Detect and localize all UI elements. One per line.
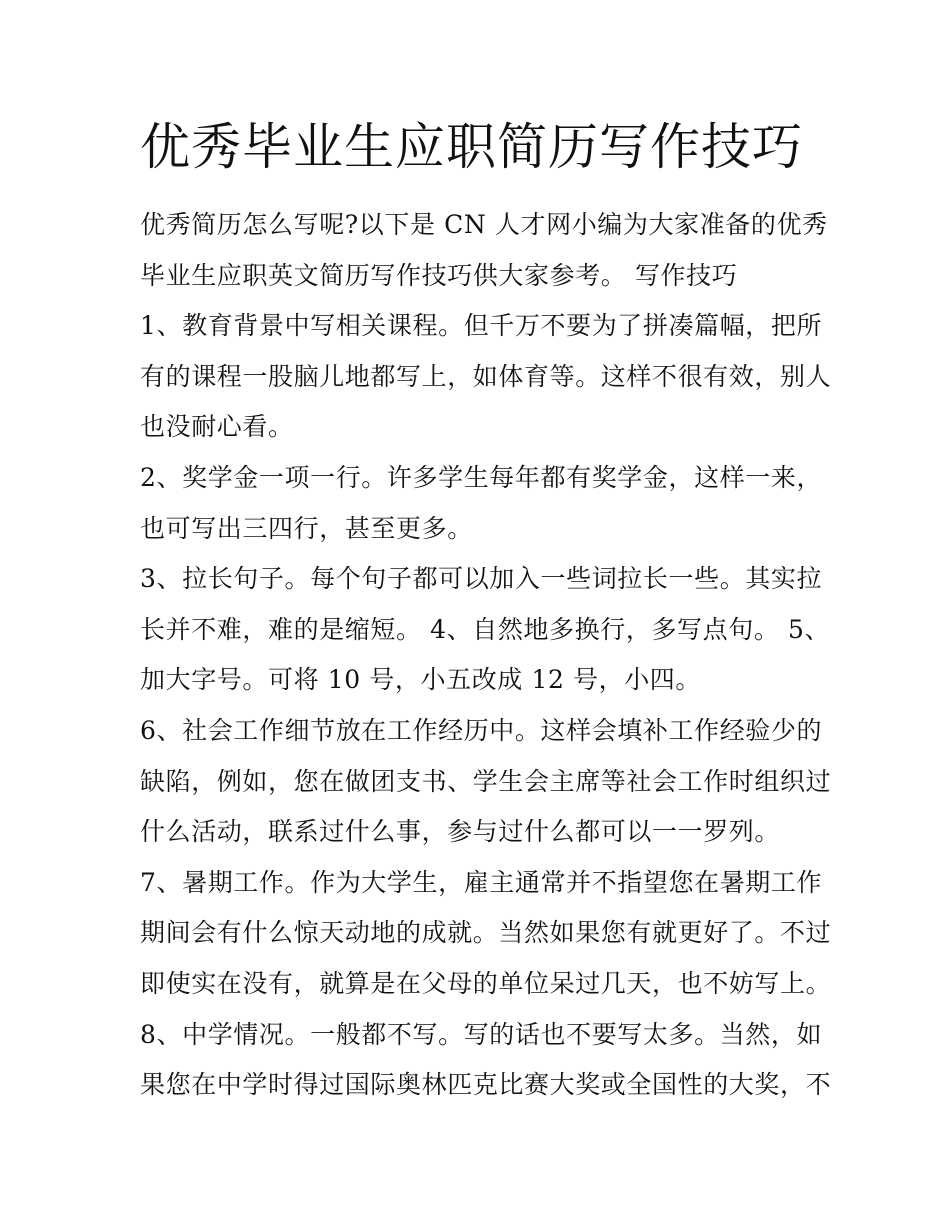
- tip-paragraph-2: [140, 453, 823, 554]
- document-title: 优秀毕业生应职简历写作技巧: [140, 118, 803, 176]
- text-line: 有的课程一股脑儿地都写上，如体育等。这样不很有效，别人: [140, 361, 832, 391]
- text-line: 8、中学情况。一般都不写。写的话也不要写太多。当然，如: [140, 1019, 823, 1049]
- tip-paragraph-6: [140, 706, 832, 858]
- tip-paragraph-3: [140, 554, 831, 706]
- text-line: 2、奖学金一项一行。许多学生每年都有奖学金，这样一来，: [140, 462, 823, 492]
- tip-paragraph-8: [140, 1010, 832, 1111]
- text-line: 1、教育背景中写相关课程。但千万不要为了拼凑篇幅，把所: [140, 311, 823, 341]
- text-line: 长并不难，难的是缩短。 4、自然地多换行，多写点句。 5、: [140, 614, 831, 644]
- intro-paragraph: [140, 200, 828, 301]
- text-line: 缺陷，例如，您在做团支书、学生会主席等社会工作时组织过: [140, 766, 832, 796]
- document-body: [140, 200, 832, 1111]
- text-line: 3、拉长句子。每个句子都可以加入一些词拉长一些。其实拉: [140, 564, 823, 594]
- text-line: 6、社会工作细节放在工作经历中。这样会填补工作经验少的: [140, 715, 823, 745]
- tip-paragraph-1: [140, 301, 832, 453]
- text-line: 也没耐心看。: [140, 412, 294, 442]
- text-line: 毕业生应职英文简历写作技巧供大家参考。 写作技巧: [140, 260, 738, 290]
- text-line: 加大字号。可将 10 号，小五改成 12 号，小四。: [140, 665, 702, 695]
- text-line: 期间会有什么惊天动地的成就。当然如果您有就更好了。不过: [140, 918, 832, 948]
- text-line: 优秀简历怎么写呢?以下是 CN 人才网小编为大家准备的优秀: [140, 210, 828, 239]
- text-line: 即使实在没有，就算是在父母的单位呆过几天，也不妨写上。: [140, 968, 832, 998]
- text-line: 什么活动，联系过什么事，参与过什么都可以一一罗列。: [140, 817, 781, 847]
- tip-paragraph-7: [140, 858, 832, 1010]
- text-line: 果您在中学时得过国际奥林匹克比赛大奖或全国性的大奖，不: [140, 1070, 832, 1100]
- text-line: 7、暑期工作。作为大学生，雇主通常并不指望您在暑期工作: [140, 867, 823, 897]
- text-line: 也可写出三四行，甚至更多。: [140, 513, 473, 543]
